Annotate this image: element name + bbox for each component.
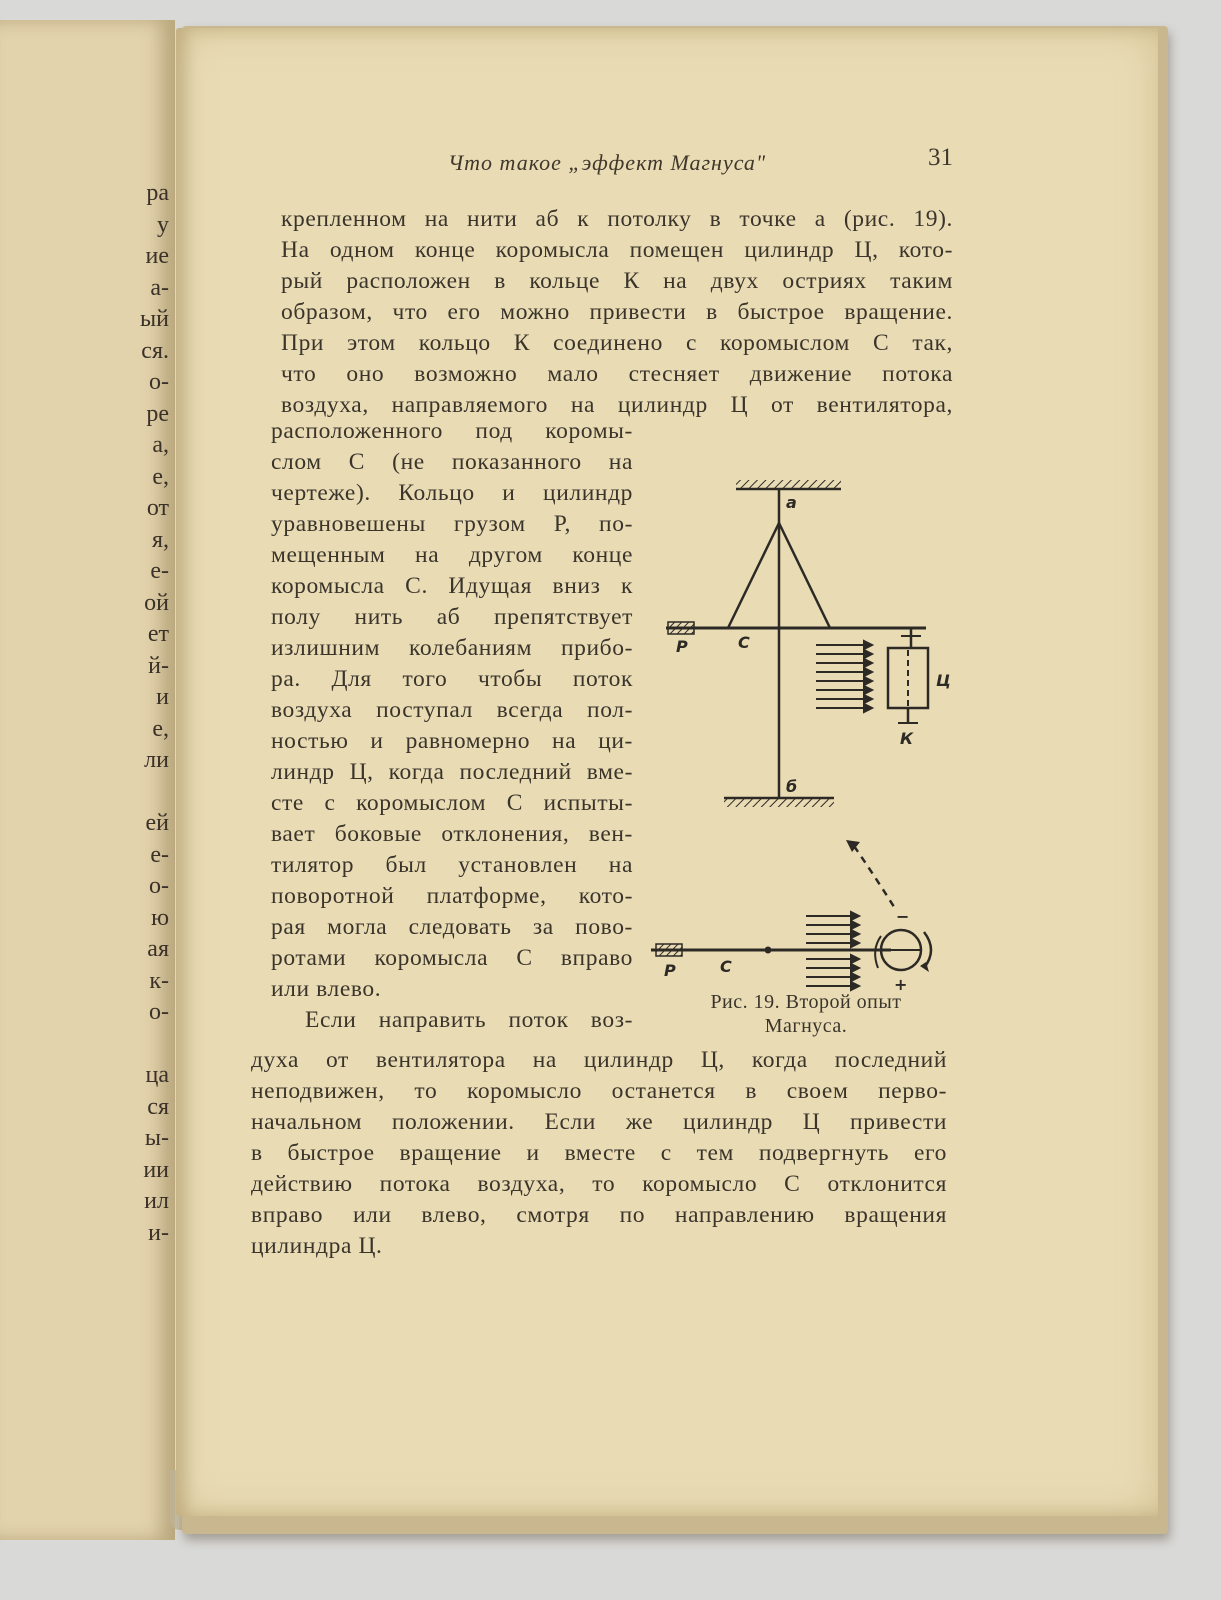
text-line: ра. Для того чтобы поток (271, 666, 633, 692)
label-p-side: Р (664, 961, 676, 980)
text-line: Если направить поток воз- (305, 1007, 633, 1033)
left-page-text-edge (4, 178, 169, 1249)
label-a: а (786, 493, 797, 512)
caption-line: Рис. 19. Второй опыт (710, 991, 902, 1013)
left-page-fragment: у (157, 211, 169, 238)
left-page-fragment: о- (149, 873, 169, 899)
left-page-fragment: ре (146, 400, 169, 427)
left-page-fragment: ие (145, 243, 169, 269)
floor-hatch (724, 798, 834, 807)
left-page-fragment: й- (148, 652, 169, 679)
left-page-fragment: ю (151, 904, 169, 931)
left-page-fragment (4, 1029, 169, 1061)
left-page-fragment: е- (150, 841, 169, 868)
left-page-fragment: ся (147, 1093, 169, 1120)
left-page-fragment (4, 777, 169, 809)
text-line: воздуха поступал всегда пол- (271, 697, 633, 723)
left-page-fragment: ет (147, 621, 169, 647)
text-line: ротами коромысла С вправо (271, 945, 633, 971)
text-line: уравновешены грузом Р, по- (271, 511, 633, 537)
text-line: крепленном на нити аб к потолку в точке а (рис. 19). (281, 206, 953, 232)
left-page-fragment: ца (145, 1062, 169, 1088)
left-page-fragment: ы- (144, 1125, 169, 1151)
paragraph-left-of-figure (271, 416, 633, 1036)
text-line: На одном конце коромысла помещен цилиндр Ц, кото- (281, 237, 953, 263)
side-view-diagram (651, 840, 931, 994)
text-line: что оно возможно мало стесняет движение потока (281, 361, 953, 387)
text-line: воздуха, направляемого на цилиндр Ц от вентилятора, (281, 392, 953, 418)
left-page-fragment: к- (149, 967, 169, 994)
text-line: слом С (не показанного на (271, 449, 633, 475)
running-head: Что такое „эффект Магнуса" (448, 150, 767, 175)
paragraph-top (281, 204, 953, 421)
figure-drawing (646, 438, 966, 998)
label-b: б (786, 777, 798, 796)
caption-line: Магнуса. (764, 1015, 848, 1037)
left-page-fragment: и (156, 684, 169, 710)
left-page-fragment: ли (144, 747, 169, 773)
text-line: поворотной платформе, кото- (271, 883, 633, 909)
left-page-fragment: е- (150, 558, 169, 584)
page-number: 31 (928, 144, 953, 171)
deflection-path (854, 846, 896, 910)
left-page-fragment: ая (147, 936, 169, 962)
left-page-fragment: ся. (141, 337, 169, 364)
weight-p-side (656, 944, 682, 956)
book-page (176, 28, 1158, 1516)
text-line: духа от вентилятора на цилиндр Ц, когда последний (251, 1047, 947, 1073)
paragraph-bottom (251, 1045, 947, 1262)
left-page-fragment: ии (143, 1156, 169, 1183)
text-line: При этом кольцо К соединено с коромыслом С так, (281, 330, 953, 356)
left-page-fragment: я, (151, 526, 169, 553)
left-page-fragment: ый (140, 306, 169, 332)
text-line: вправо или влево, смотря по направлению вращения (251, 1202, 947, 1228)
text-line: вает боковые отклонения, вен- (271, 821, 633, 847)
label-p: Р (676, 637, 688, 656)
text-line: рая могла следовать за пово- (271, 914, 633, 940)
label-ts: Ц (936, 671, 951, 690)
text-line: мещенным на другом конце (271, 542, 633, 568)
label-c-side: С (720, 957, 732, 976)
left-page-fragment: ой (144, 589, 169, 616)
ceiling-hatch (736, 480, 841, 489)
text-line: рый расположен в кольце К на двух остриях таким (281, 268, 953, 294)
left-page-fragment: а- (150, 274, 169, 301)
page-header (176, 144, 1158, 184)
weight-p (668, 622, 694, 634)
text-line: или влево. (271, 976, 382, 1002)
left-page-fragment: о- (149, 369, 169, 395)
left-page-fragment: о- (149, 999, 169, 1025)
text-line: линдр Ц, когда последний вме- (271, 759, 633, 785)
text-line: чертеже). Кольцо и цилиндр (271, 480, 633, 506)
text-line: ностью и равномерно на ци- (271, 728, 633, 754)
left-page-fragment: от (146, 495, 169, 521)
text-line: неподвижен, то коромысло останется в своем перво- (251, 1078, 947, 1104)
text-line: действию потока воздуха, то коромысло С отклонится (251, 1171, 947, 1197)
text-line: тилятор был установлен на (271, 852, 633, 878)
left-page-fragment: ил (144, 1188, 169, 1214)
text-line: образом, что его можно привести в быстрое вращение. (281, 299, 953, 325)
label-plus: + (894, 975, 908, 994)
text-line: начальном положении. Если же цилиндр Ц привести (251, 1109, 947, 1135)
text-line: в быстрое вращение и вместе с тем подвергнуть его (251, 1140, 947, 1166)
label-k: К (900, 729, 914, 748)
figure-caption (656, 990, 956, 1038)
left-page (0, 20, 175, 1540)
label-c: С (738, 633, 750, 652)
text-line: сте с коромыслом С испыты- (271, 790, 633, 816)
text-line: цилиндра Ц. (251, 1233, 383, 1259)
left-page-fragment: ра (146, 180, 169, 206)
left-page-fragment: е, (152, 463, 169, 490)
text-line: расположенного под коромы- (271, 418, 633, 444)
cylinder-ts (888, 648, 928, 708)
text-line: коромысла С. Идущая вниз к (271, 573, 633, 599)
air-flow-arrows-top (816, 641, 872, 712)
text-line: излишним колебаниям прибо- (271, 635, 633, 661)
figure-magnus-experiment (646, 438, 966, 1058)
label-minus: − (896, 907, 910, 926)
left-page-fragment: ей (145, 810, 169, 836)
left-page-fragment: а, (152, 432, 169, 458)
rotation-arrow (924, 932, 931, 968)
top-view-diagram (666, 480, 951, 807)
left-page-fragment: и- (148, 1219, 169, 1246)
text-line: полу нить аб препятствует (271, 604, 633, 630)
left-page-fragment: е, (152, 715, 169, 742)
